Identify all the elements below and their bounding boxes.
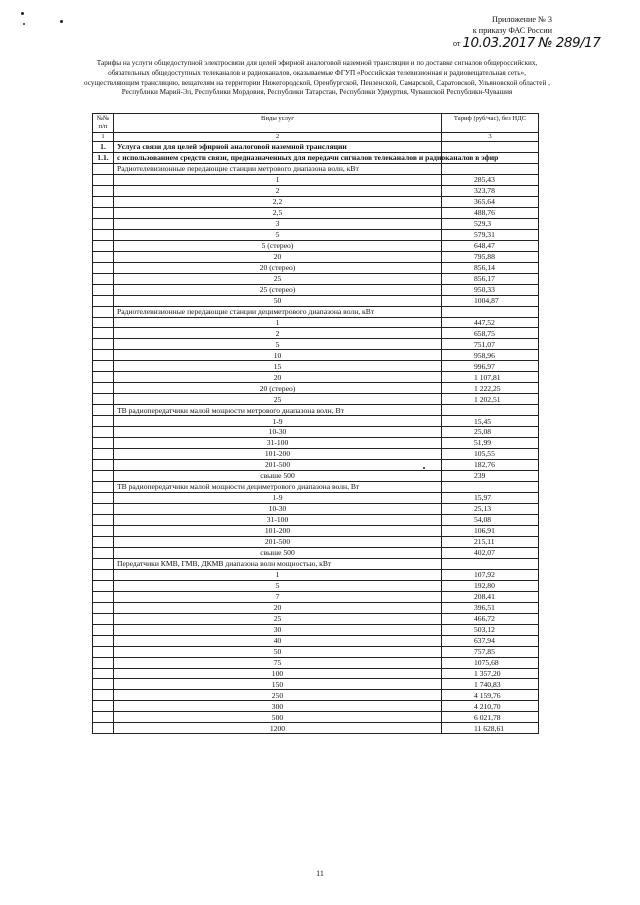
tariff-value: 51,99 bbox=[442, 438, 539, 449]
tariff-value: 795,88 bbox=[442, 251, 539, 262]
category-row bbox=[93, 482, 539, 493]
empty-number-cell bbox=[93, 361, 114, 372]
table-row bbox=[93, 174, 539, 185]
tariff-value: 323,78 bbox=[442, 185, 539, 196]
tariff-value: 4 159,76 bbox=[442, 690, 539, 701]
tariff-value: 648,47 bbox=[442, 240, 539, 251]
table-row bbox=[93, 624, 539, 635]
power-value: 250 bbox=[114, 690, 442, 701]
empty-number-cell bbox=[93, 471, 114, 482]
power-value: 31-100 bbox=[114, 514, 442, 525]
empty-number-cell bbox=[93, 174, 114, 185]
column-number: 3 bbox=[442, 133, 539, 142]
tariff-value: 107,92 bbox=[442, 569, 539, 580]
column-number: 1 bbox=[93, 133, 114, 142]
table-row bbox=[93, 251, 539, 262]
power-value: 101-200 bbox=[114, 449, 442, 460]
power-value: 100 bbox=[114, 668, 442, 679]
category-title: Радиотелевизионные передающие станции дециметрового диапазона волн, кВт bbox=[114, 306, 442, 317]
power-value: 1 bbox=[114, 317, 442, 328]
header-number: №№ п/п bbox=[93, 114, 114, 133]
empty-number-cell bbox=[93, 723, 114, 734]
tariff-table-body bbox=[93, 114, 539, 734]
table-row bbox=[93, 547, 539, 558]
empty-tariff-cell bbox=[442, 163, 539, 174]
table-row bbox=[93, 569, 539, 580]
empty-number-cell bbox=[93, 449, 114, 460]
table-row bbox=[93, 701, 539, 712]
tariff-value: 579,31 bbox=[442, 229, 539, 240]
table-row bbox=[93, 427, 539, 438]
category-row bbox=[93, 306, 539, 317]
power-value: 50 bbox=[114, 646, 442, 657]
empty-number-cell bbox=[93, 712, 114, 723]
table-row bbox=[93, 350, 539, 361]
document-heading: Тарифы на услуги общедоступной электросвязи для целей эфирной аналоговой наземной трансляции и по доставке сигналов общероссийских, обязательных общедоступных телеканалов и радиоканалов, оказываемые ФГУП «Российская телевизионная и радиовещательная сеть», осуществляющим трансляцию, вещателям на территории Нижегородской, Оренбургской, Пензенской, Самарской, Саратовской, Ульяновской областей , Республики Марий-Эл, Республики Мордовия, Республики Татарстан, Республики Удмуртия, Чувашской Республики-Чувашия bbox=[84, 59, 550, 97]
tariff-value: 208,41 bbox=[442, 591, 539, 602]
table-row bbox=[93, 317, 539, 328]
empty-tariff-cell bbox=[442, 306, 539, 317]
table-row bbox=[93, 668, 539, 679]
empty-number-cell bbox=[93, 339, 114, 350]
tariff-value: 402,07 bbox=[442, 547, 539, 558]
empty-number-cell bbox=[93, 690, 114, 701]
empty-number-cell bbox=[93, 657, 114, 668]
empty-number-cell bbox=[93, 602, 114, 613]
tariff-value: 1075,68 bbox=[442, 657, 539, 668]
power-value: 5 (стерео) bbox=[114, 240, 442, 251]
empty-number-cell bbox=[93, 547, 114, 558]
table-row bbox=[93, 372, 539, 383]
tariff-value: 54,08 bbox=[442, 514, 539, 525]
header-tariff: Тариф (руб/час), без НДС bbox=[442, 114, 539, 133]
table-row bbox=[93, 690, 539, 701]
tariff-value: 1004,87 bbox=[442, 295, 539, 306]
empty-number-cell bbox=[93, 482, 114, 493]
table-header-row bbox=[93, 114, 539, 133]
power-value: 5 bbox=[114, 580, 442, 591]
power-value: 1-9 bbox=[114, 493, 442, 504]
table-row bbox=[93, 229, 539, 240]
empty-number-cell bbox=[93, 438, 114, 449]
section-row bbox=[93, 142, 539, 153]
table-row bbox=[93, 613, 539, 624]
annex-block bbox=[473, 14, 552, 36]
empty-number-cell bbox=[93, 569, 114, 580]
section-number: 1. bbox=[93, 142, 114, 153]
tariff-value: 285,43 bbox=[442, 174, 539, 185]
power-value: 15 bbox=[114, 361, 442, 372]
table-row bbox=[93, 284, 539, 295]
power-value: 2,2 bbox=[114, 196, 442, 207]
power-value: свыше 500 bbox=[114, 547, 442, 558]
power-value: 201-500 bbox=[114, 460, 442, 471]
power-value: 20 bbox=[114, 602, 442, 613]
table-row bbox=[93, 262, 539, 273]
power-value: 25 (стерео) bbox=[114, 284, 442, 295]
empty-number-cell bbox=[93, 383, 114, 394]
empty-number-cell bbox=[93, 679, 114, 690]
section-title: Услуга связи для целей эфирной аналоговой наземной трансляции bbox=[114, 142, 442, 153]
empty-number-cell bbox=[93, 229, 114, 240]
tariff-value: 215,11 bbox=[442, 536, 539, 547]
power-value: 201-500 bbox=[114, 536, 442, 547]
power-value: 20 bbox=[114, 372, 442, 383]
tariff-value: 996,97 bbox=[442, 361, 539, 372]
empty-number-cell bbox=[93, 328, 114, 339]
power-value: 20 (стерео) bbox=[114, 383, 442, 394]
empty-number-cell bbox=[93, 185, 114, 196]
power-value: 2 bbox=[114, 185, 442, 196]
empty-number-cell bbox=[93, 251, 114, 262]
table-row bbox=[93, 514, 539, 525]
power-value: 31-100 bbox=[114, 438, 442, 449]
empty-number-cell bbox=[93, 416, 114, 427]
table-row bbox=[93, 273, 539, 284]
tariff-value: 658,75 bbox=[442, 328, 539, 339]
category-title: ТВ радиопередатчики малой мощности дециметрового диапазона волн, Вт bbox=[114, 482, 442, 493]
empty-number-cell bbox=[93, 536, 114, 547]
empty-number-cell bbox=[93, 503, 114, 514]
power-value: 1 bbox=[114, 174, 442, 185]
table-row bbox=[93, 328, 539, 339]
tariff-value: 1 357,20 bbox=[442, 668, 539, 679]
tariff-value: 466,72 bbox=[442, 613, 539, 624]
power-value: 50 bbox=[114, 295, 442, 306]
tariff-table bbox=[92, 113, 539, 734]
tariff-value: 25,13 bbox=[442, 503, 539, 514]
empty-number-cell bbox=[93, 591, 114, 602]
table-row bbox=[93, 503, 539, 514]
tariff-value: 529,3 bbox=[442, 218, 539, 229]
power-value: 3 bbox=[114, 218, 442, 229]
power-value: 5 bbox=[114, 339, 442, 350]
tariff-value: 25,08 bbox=[442, 427, 539, 438]
table-row bbox=[93, 591, 539, 602]
power-value: 7 bbox=[114, 591, 442, 602]
power-value: 150 bbox=[114, 679, 442, 690]
tariff-value: 856,17 bbox=[442, 273, 539, 284]
order-date-line bbox=[453, 34, 600, 50]
annex-order-ref: к приказу ФАС России bbox=[472, 26, 552, 35]
tariff-value: 6 021,78 bbox=[442, 712, 539, 723]
tariff-value: 365,64 bbox=[442, 196, 539, 207]
power-value: 30 bbox=[114, 624, 442, 635]
tariff-value: 757,85 bbox=[442, 646, 539, 657]
power-value: 25 bbox=[114, 613, 442, 624]
power-value: свыше 500 bbox=[114, 471, 442, 482]
empty-number-cell bbox=[93, 635, 114, 646]
column-number-row bbox=[93, 133, 539, 142]
section-row bbox=[93, 152, 539, 163]
table-row bbox=[93, 218, 539, 229]
power-value: 40 bbox=[114, 635, 442, 646]
table-row bbox=[93, 580, 539, 591]
power-value: 500 bbox=[114, 712, 442, 723]
tariff-value: 396,51 bbox=[442, 602, 539, 613]
category-title: ТВ радиопередатчики малой мощности метрового диапазона волн, Вт bbox=[114, 405, 442, 416]
power-value: 1200 bbox=[114, 723, 442, 734]
table-row bbox=[93, 602, 539, 613]
empty-number-cell bbox=[93, 262, 114, 273]
tariff-value: 239 bbox=[442, 471, 539, 482]
table-row bbox=[93, 240, 539, 251]
empty-number-cell bbox=[93, 317, 114, 328]
tariff-value: 950,33 bbox=[442, 284, 539, 295]
tariff-value: 15,97 bbox=[442, 493, 539, 504]
empty-number-cell bbox=[93, 427, 114, 438]
power-value: 1 bbox=[114, 569, 442, 580]
empty-tariff-cell bbox=[442, 142, 539, 153]
header-service: Виды услуг bbox=[114, 114, 442, 133]
power-value: 20 (стерео) bbox=[114, 262, 442, 273]
empty-number-cell bbox=[93, 460, 114, 471]
power-value: 10-30 bbox=[114, 427, 442, 438]
empty-number-cell bbox=[93, 207, 114, 218]
empty-number-cell bbox=[93, 525, 114, 536]
order-prefix: от bbox=[453, 39, 461, 48]
empty-number-cell bbox=[93, 295, 114, 306]
empty-number-cell bbox=[93, 240, 114, 251]
empty-number-cell bbox=[93, 624, 114, 635]
tariff-value: 1 202,51 bbox=[442, 394, 539, 405]
power-value: 25 bbox=[114, 273, 442, 284]
tariff-value: 503,12 bbox=[442, 624, 539, 635]
empty-number-cell bbox=[93, 514, 114, 525]
table-row bbox=[93, 438, 539, 449]
empty-tariff-cell bbox=[442, 482, 539, 493]
scan-speck bbox=[23, 23, 25, 25]
power-value: 10 bbox=[114, 350, 442, 361]
tariff-value: 751,07 bbox=[442, 339, 539, 350]
power-value: 25 bbox=[114, 394, 442, 405]
table-row bbox=[93, 525, 539, 536]
tariff-value: 1 222,25 bbox=[442, 383, 539, 394]
empty-number-cell bbox=[93, 701, 114, 712]
tariff-value: 4 210,70 bbox=[442, 701, 539, 712]
table-row bbox=[93, 493, 539, 504]
empty-tariff-cell bbox=[442, 558, 539, 569]
table-row bbox=[93, 646, 539, 657]
table-row bbox=[93, 383, 539, 394]
table-row bbox=[93, 536, 539, 547]
category-row bbox=[93, 405, 539, 416]
power-value: 10-30 bbox=[114, 503, 442, 514]
table-row bbox=[93, 394, 539, 405]
tariff-value: 1 107,81 bbox=[442, 372, 539, 383]
tariff-value: 15,45 bbox=[442, 416, 539, 427]
table-row bbox=[93, 657, 539, 668]
table-row bbox=[93, 361, 539, 372]
category-row bbox=[93, 558, 539, 569]
table-row bbox=[93, 295, 539, 306]
empty-number-cell bbox=[93, 405, 114, 416]
power-value: 2 bbox=[114, 328, 442, 339]
empty-number-cell bbox=[93, 196, 114, 207]
category-title: Передатчики КМВ, ГМВ, ДКМВ диапазона волн мощностью, кВт bbox=[114, 558, 442, 569]
empty-number-cell bbox=[93, 163, 114, 174]
table-row bbox=[93, 339, 539, 350]
scan-speck bbox=[60, 20, 63, 23]
table-row bbox=[93, 635, 539, 646]
empty-number-cell bbox=[93, 668, 114, 679]
tariff-value: 637,94 bbox=[442, 635, 539, 646]
power-value: 1-9 bbox=[114, 416, 442, 427]
table-row bbox=[93, 416, 539, 427]
power-value: 2,5 bbox=[114, 207, 442, 218]
empty-number-cell bbox=[93, 558, 114, 569]
empty-number-cell bbox=[93, 306, 114, 317]
table-row bbox=[93, 712, 539, 723]
page-number: 11 bbox=[316, 869, 324, 878]
tariff-value: 856,14 bbox=[442, 262, 539, 273]
section-title: с использованием средств связи, предназначенных для передачи сигналов телеканалов и радиоканалов в эфир bbox=[114, 152, 442, 163]
empty-number-cell bbox=[93, 372, 114, 383]
tariff-value: 11 628,61 bbox=[442, 723, 539, 734]
table-row bbox=[93, 679, 539, 690]
tariff-value: 106,91 bbox=[442, 525, 539, 536]
tariff-value: 958,96 bbox=[442, 350, 539, 361]
tariff-value: 182,76 bbox=[442, 460, 539, 471]
table-row bbox=[93, 449, 539, 460]
table-row bbox=[93, 471, 539, 482]
empty-number-cell bbox=[93, 613, 114, 624]
tariff-value: 1 740,83 bbox=[442, 679, 539, 690]
empty-number-cell bbox=[93, 646, 114, 657]
table-row bbox=[93, 185, 539, 196]
tariff-value: 105,55 bbox=[442, 449, 539, 460]
column-number: 2 bbox=[114, 133, 442, 142]
tariff-value: 488,76 bbox=[442, 207, 539, 218]
empty-number-cell bbox=[93, 493, 114, 504]
power-value: 5 bbox=[114, 229, 442, 240]
section-number: 1.1. bbox=[93, 152, 114, 163]
empty-number-cell bbox=[93, 394, 114, 405]
empty-number-cell bbox=[93, 350, 114, 361]
power-value: 101-200 bbox=[114, 525, 442, 536]
handwritten-order-number: 10.03.2017 № 289/17 bbox=[462, 35, 601, 51]
power-value: 20 bbox=[114, 251, 442, 262]
table-row bbox=[93, 196, 539, 207]
empty-tariff-cell bbox=[442, 405, 539, 416]
power-value: 300 bbox=[114, 701, 442, 712]
table-row bbox=[93, 460, 539, 471]
annex-title: Приложение № 3 bbox=[492, 15, 552, 24]
empty-number-cell bbox=[93, 284, 114, 295]
empty-number-cell bbox=[93, 580, 114, 591]
category-row bbox=[93, 163, 539, 174]
category-title: Радиотелевизионные передающие станции метрового диапазона волн, кВт bbox=[114, 163, 442, 174]
table-row bbox=[93, 723, 539, 734]
table-row bbox=[93, 207, 539, 218]
tariff-value: 447,52 bbox=[442, 317, 539, 328]
power-value: 75 bbox=[114, 657, 442, 668]
empty-number-cell bbox=[93, 273, 114, 284]
scan-speck bbox=[21, 12, 24, 15]
tariff-value: 192,80 bbox=[442, 580, 539, 591]
empty-number-cell bbox=[93, 218, 114, 229]
